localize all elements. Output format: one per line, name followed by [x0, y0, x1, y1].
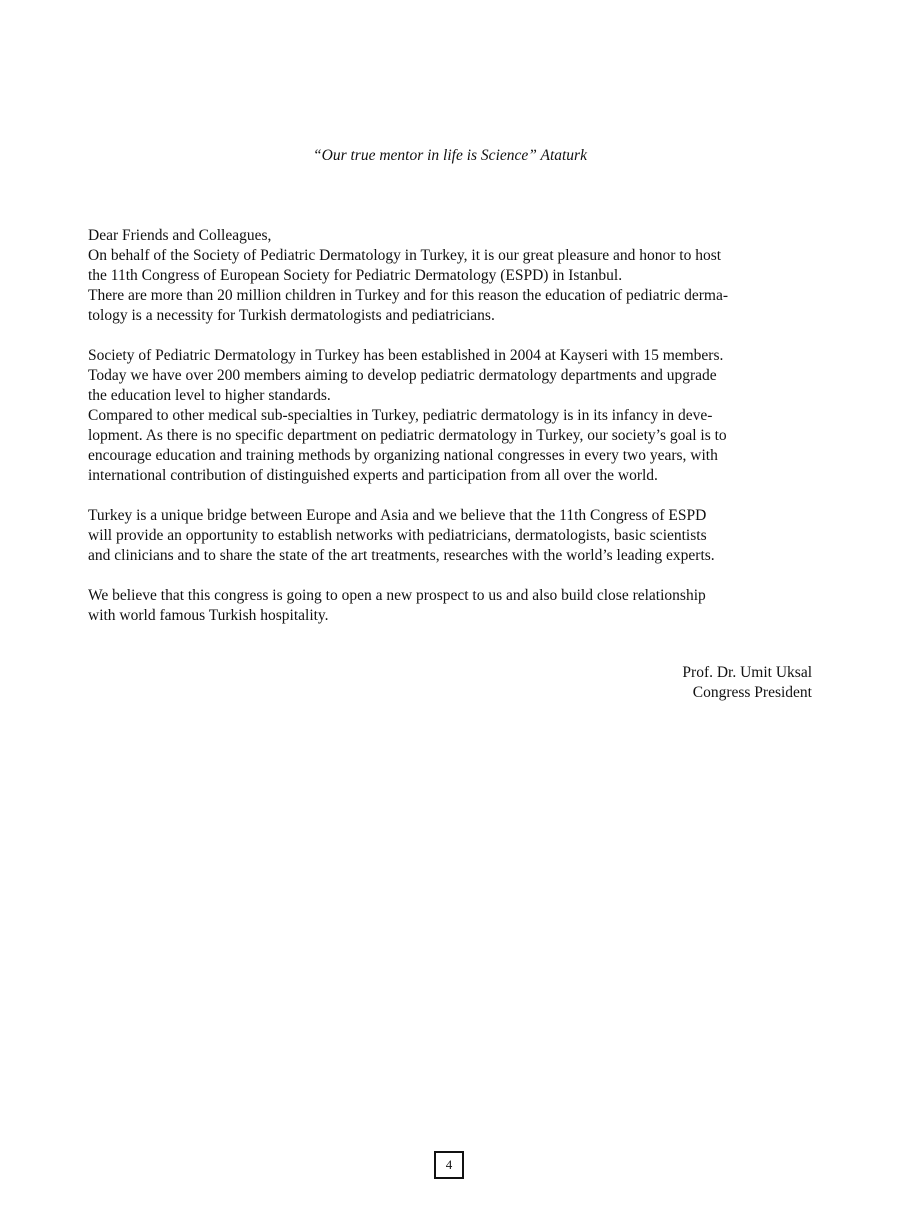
epigraph-quote: “Our true mentor in life is Science” Ataturk: [313, 147, 587, 164]
text-line: There are more than 20 million children in Turkey and for this reason the education of pediatric derma-: [88, 287, 729, 304]
signatory-title: Congress President: [692, 684, 812, 701]
text-line: Dear Friends and Colleagues,: [88, 227, 272, 244]
paragraph-bridge: [88, 506, 818, 566]
text-line: tology is a necessity for Turkish dermatologists and pediatricians.: [88, 307, 495, 324]
text-line: Turkey is a unique bridge between Europe and Asia and we believe that the 11th Congress of ESPD: [88, 507, 707, 524]
paragraph-society: [88, 346, 818, 486]
paragraph-greeting: [88, 226, 818, 326]
text-line: international contribution of distinguished experts and participation from all over the world.: [88, 467, 658, 484]
text-line: the education level to higher standards.: [88, 387, 331, 404]
signatory-name: Prof. Dr. Umit Uksal: [682, 664, 812, 681]
text-line: the 11th Congress of European Society for Pediatric Dermatology (ESPD) in Istanbul.: [88, 267, 623, 284]
text-line: will provide an opportunity to establish networks with pediatricians, dermatologists, basic scientists: [88, 527, 707, 544]
paragraph-closing: [88, 586, 818, 626]
letter-body: [88, 226, 818, 646]
text-line: lopment. As there is no specific department on pediatric dermatology in Turkey, our society’s goal is to: [88, 427, 727, 444]
text-line: Society of Pediatric Dermatology in Turkey has been established in 2004 at Kayseri with 15 members.: [88, 347, 724, 364]
page-number: 4: [434, 1151, 464, 1179]
text-line: Today we have over 200 members aiming to develop pediatric dermatology departments and upgrade: [88, 367, 717, 384]
text-line: We believe that this congress is going to open a new prospect to us and also build close relationship: [88, 587, 706, 604]
signature-block: [682, 663, 812, 703]
text-line: with world famous Turkish hospitality.: [88, 607, 329, 624]
text-line: and clinicians and to share the state of the art treatments, researches with the world’s leading experts.: [88, 547, 715, 564]
text-line: Compared to other medical sub-specialties in Turkey, pediatric dermatology is in its infancy in deve-: [88, 407, 713, 424]
text-line: encourage education and training methods by organizing national congresses in every two years, with: [88, 447, 718, 464]
text-line: On behalf of the Society of Pediatric Dermatology in Turkey, it is our great pleasure and honor to host: [88, 247, 722, 264]
